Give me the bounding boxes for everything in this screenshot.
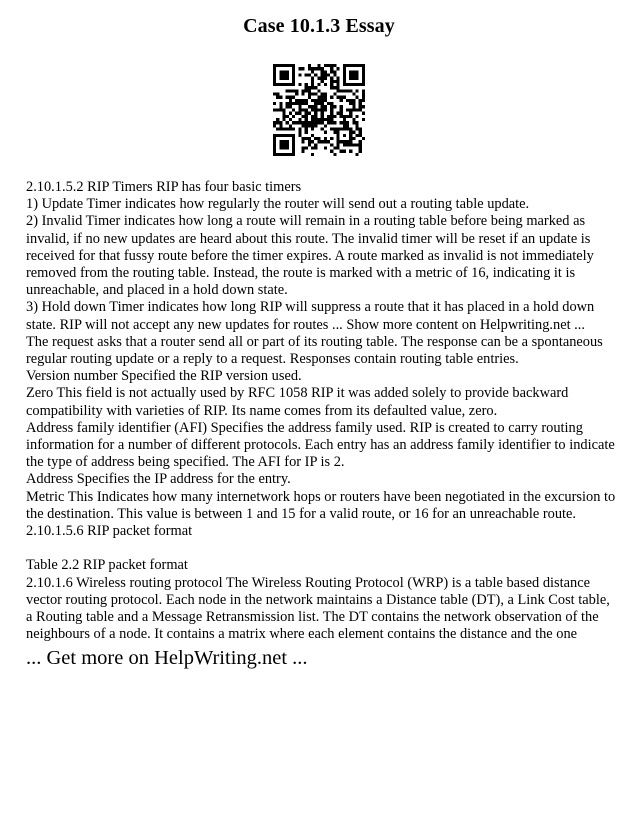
essay-line: 3) Hold down Timer indicates how long RIP will suppress a route that it has placed in a hold down [26,299,595,316]
get-more-link[interactable]: ... Get more on HelpWriting.net ... [26,647,308,669]
essay-line: Version number Specified the RIP version used. [26,368,302,385]
essay-line: Zero This field is not actually used by RFC 1058 RIP it was added solely to provide backward [26,385,569,402]
essay-line: 2.10.1.5.2 RIP Timers RIP has four basic timers [26,179,302,195]
essay-line: the destination. This value is between 1 and 15 for a valid route, or 16 for an unreachable route. [26,505,576,522]
essay-line: information for a number of different protocols. Each entry has an address family identifier to indicate [26,437,615,454]
essay-line: 2.10.1.5.6 RIP packet format [26,523,193,540]
essay-line: neighbours of a node. It contains a matrix where each element contains the distance and the one [26,626,578,643]
essay-body [26,179,616,643]
essay-line: invalid, if no new updates are heard about this route. The invalid timer will be reset if an update is [26,230,591,247]
essay-line: Address Specifies the IP address for the entry. [26,471,291,488]
essay-line: a Routing table and a Message Retransmission list. The DT contains the network observation of the [26,609,599,626]
essay-line: received for that fussy route before the timer expires. A route marked as invalid is not immediately [26,247,594,264]
page-title: Case 10.1.3 Essay [243,15,395,37]
essay-line: The request asks that a router send all or part of its routing table. The response can be a spontaneous [26,333,603,350]
essay-line: Address family identifier (AFI) Specifies the address family used. RIP is created to carry routing [26,419,583,436]
essay-line: state. RIP will not accept any new updates for routes ... Show more content on Helpwriting.net ... [26,316,585,333]
essay-line: Metric This Indicates how many internetwork hops or routers have been negotiated in the excursion to [26,488,616,505]
blank-line [26,540,616,557]
essay-line: Table 2.2 RIP packet format [26,557,188,574]
essay-line: unreachable, and placed in a hold down state. [26,282,288,299]
essay-line: regular routing update or a reply to a request. Responses contain routing table entries. [26,351,519,368]
essay-line: the type of address being specified. The AFI for IP is 2. [26,454,345,471]
essay-line: removed from the routing table. Instead, the route is marked with a metric of 16, indicating it is [26,265,576,282]
essay-line: 2.10.1.6 Wireless routing protocol The Wireless Routing Protocol (WRP) is a table based distance [26,574,590,591]
essay-line: 1) Update Timer indicates how regularly the router will send out a routing table update. [26,196,530,213]
essay-line: 2) Invalid Timer indicates how long a route will remain in a routing table before being marked as [26,213,586,230]
essay-line: compatibility with varieties of RIP. Its name comes from its defaulted value, zero. [26,402,498,419]
essay-line: vector routing protocol. Each node in the network maintains a Distance table (DT), a Link Cost table, [26,591,610,608]
qr-code-icon [273,64,365,156]
